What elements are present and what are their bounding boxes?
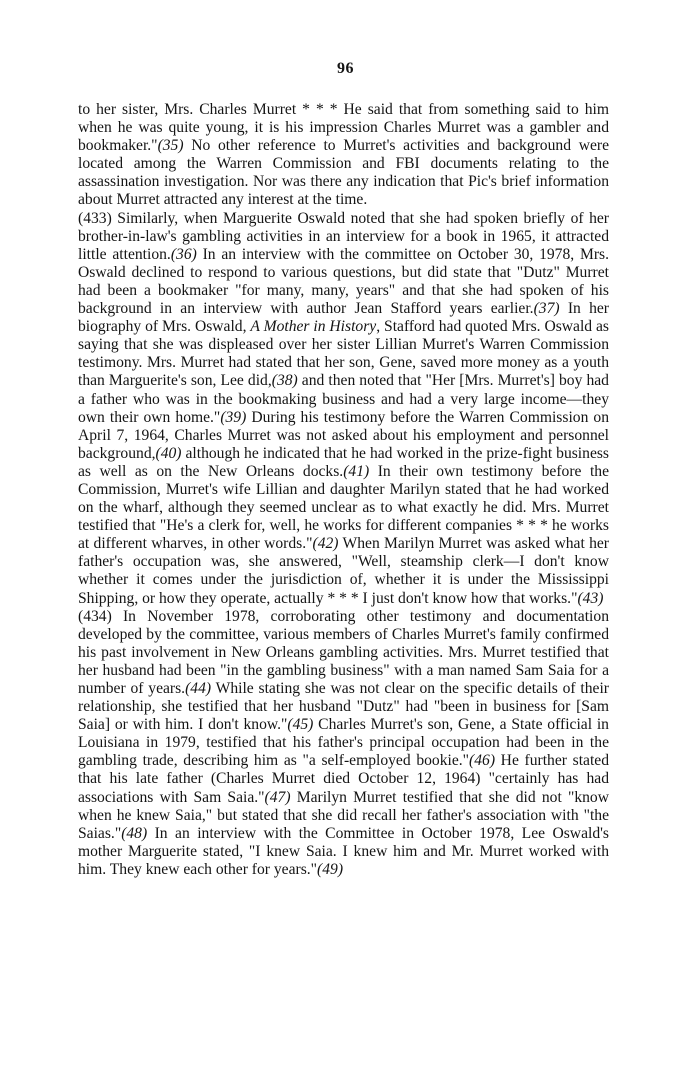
paragraph-text: He further stated that his late father (Charles Murret died October 12, 1964) "certainly has had associations with Sam Saia." <box>78 752 609 806</box>
footnote-reference: (49) <box>317 860 344 878</box>
footnote-reference: (48) <box>121 824 148 842</box>
paragraph-text: Marilyn Murret testified that she did not "know when he knew Saia," but stated that she did recall her father's association with "the Saias." <box>78 788 609 842</box>
footnote-reference: (37) <box>533 300 560 318</box>
paragraph-text: In an interview with the committee on October 30, 1978, Mrs. Oswald declined to respond to various questions, but did state that "Dutz" Murret had been a bookmaker "for many, many, years" and that she had spoken of his background in an interview with author Jean Stafford years earlier. <box>78 245 609 318</box>
footnote-reference: (36) <box>170 245 197 263</box>
page-number: 96 <box>337 60 354 77</box>
paragraph-text: While stating she was not clear on the specific details of their relationship, she testified that her husband "Dutz" had "been in business for [Sam Saia] or with him. I don't know." <box>78 680 609 734</box>
footnote-reference: (44) <box>185 680 212 697</box>
paragraph-text: In their own testimony before the Commission, Murret's wife Lillian and daughter Marilyn stated that he had worked on the wharf, although they seemed unclear as to what exactly he did. Mrs. Murret testified that "He's a clerk for, well, he works for different companies * * * he works at different wharves, in other words." <box>78 462 609 553</box>
body-text <box>78 101 609 879</box>
paragraph-text: although he indicated that he had worked in the prize-fight business as well as on the New Orleans docks. <box>78 444 609 480</box>
paragraph-text: , Stafford had quoted Mrs. Oswald as saying that she was displeased over her sister Lillian Murret's Warren Commission testimony. Mrs. Murret had stated that her son, Gene, saved more money as a youth than Marguerite's son, Lee did, <box>78 318 609 390</box>
footnote-reference: (42) <box>312 535 339 553</box>
footnote-reference: (35) <box>157 137 184 155</box>
paragraph-text: No other reference to Murret's activities and background were located among the Warren Commission and FBI documents relating to the assassination investigation. Nor was there any indication that Pic's brief information about Murret attracted any interest at the time. <box>78 137 609 209</box>
footnote-reference: (43) <box>577 589 604 607</box>
paragraph-text: When Marilyn Murret was asked what her father's occupation was, she answered, "Well, steamship clerk—I don't know whether it comes under the jurisdiction of, whether it is under the Mississippi Shipping, or how they operate, actually * * * I just don't know how that works." <box>78 535 609 607</box>
footnote-reference: (40) <box>155 444 182 462</box>
paragraph-text: In her biography of Mrs. Oswald, <box>78 300 609 336</box>
paragraph-text: and then noted that "Her [Mrs. Murret's] boy had a father who was in the bookmaking business and had a very large income—they own their own home." <box>78 372 609 426</box>
paragraph-text: to her sister, Mrs. Charles Murret * * * He said that from something said to him when he was quite young, it is his impression Charles Murret was a gambler and bookmaker." <box>78 101 609 155</box>
footnote-reference: (41) <box>343 462 370 480</box>
paragraph-text: Charles Murret's son, Gene, a State official in Louisiana in 1979, testified that his father's principal occupation had been in the gambling trade, describing him as "a self-employed bookie." <box>78 716 609 770</box>
paragraph <box>78 210 609 608</box>
paragraph <box>78 608 609 879</box>
paragraph <box>78 101 609 210</box>
footnote-reference: (38) <box>271 372 298 390</box>
book-title: A Mother in History <box>250 318 377 336</box>
footnote-reference: (39) <box>220 408 247 426</box>
paragraph-text: In an interview with the Committee in October 1978, Lee Oswald's mother Marguerite stated, "I knew Saia. I knew him and Mr. Murret worked with him. They knew each other for years." <box>78 824 609 878</box>
paragraph-text: (433) Similarly, when Marguerite Oswald noted that she had spoken briefly of her brother-in-law's gambling activities in an interview for a book in 1965, it attracted little attention. <box>78 209 609 263</box>
footnote-reference: (45) <box>287 716 314 734</box>
footnote-reference: (47) <box>264 788 291 806</box>
paragraph-text: During his testimony before the Warren Commission on April 7, 1964, Charles Murret was not asked about his employment and personnel background, <box>78 408 609 462</box>
footnote-reference: (46) <box>469 752 496 770</box>
paragraph-text: (434) In November 1978, corroborating other testimony and documentation developed by the committee, various members of Charles Murret's family confirmed his past involvement in New Orleans gambling activities. Mrs. Murret testified that her husband had been "in the gambling business" with a man named Sam Saia for a number of years. <box>78 607 609 697</box>
